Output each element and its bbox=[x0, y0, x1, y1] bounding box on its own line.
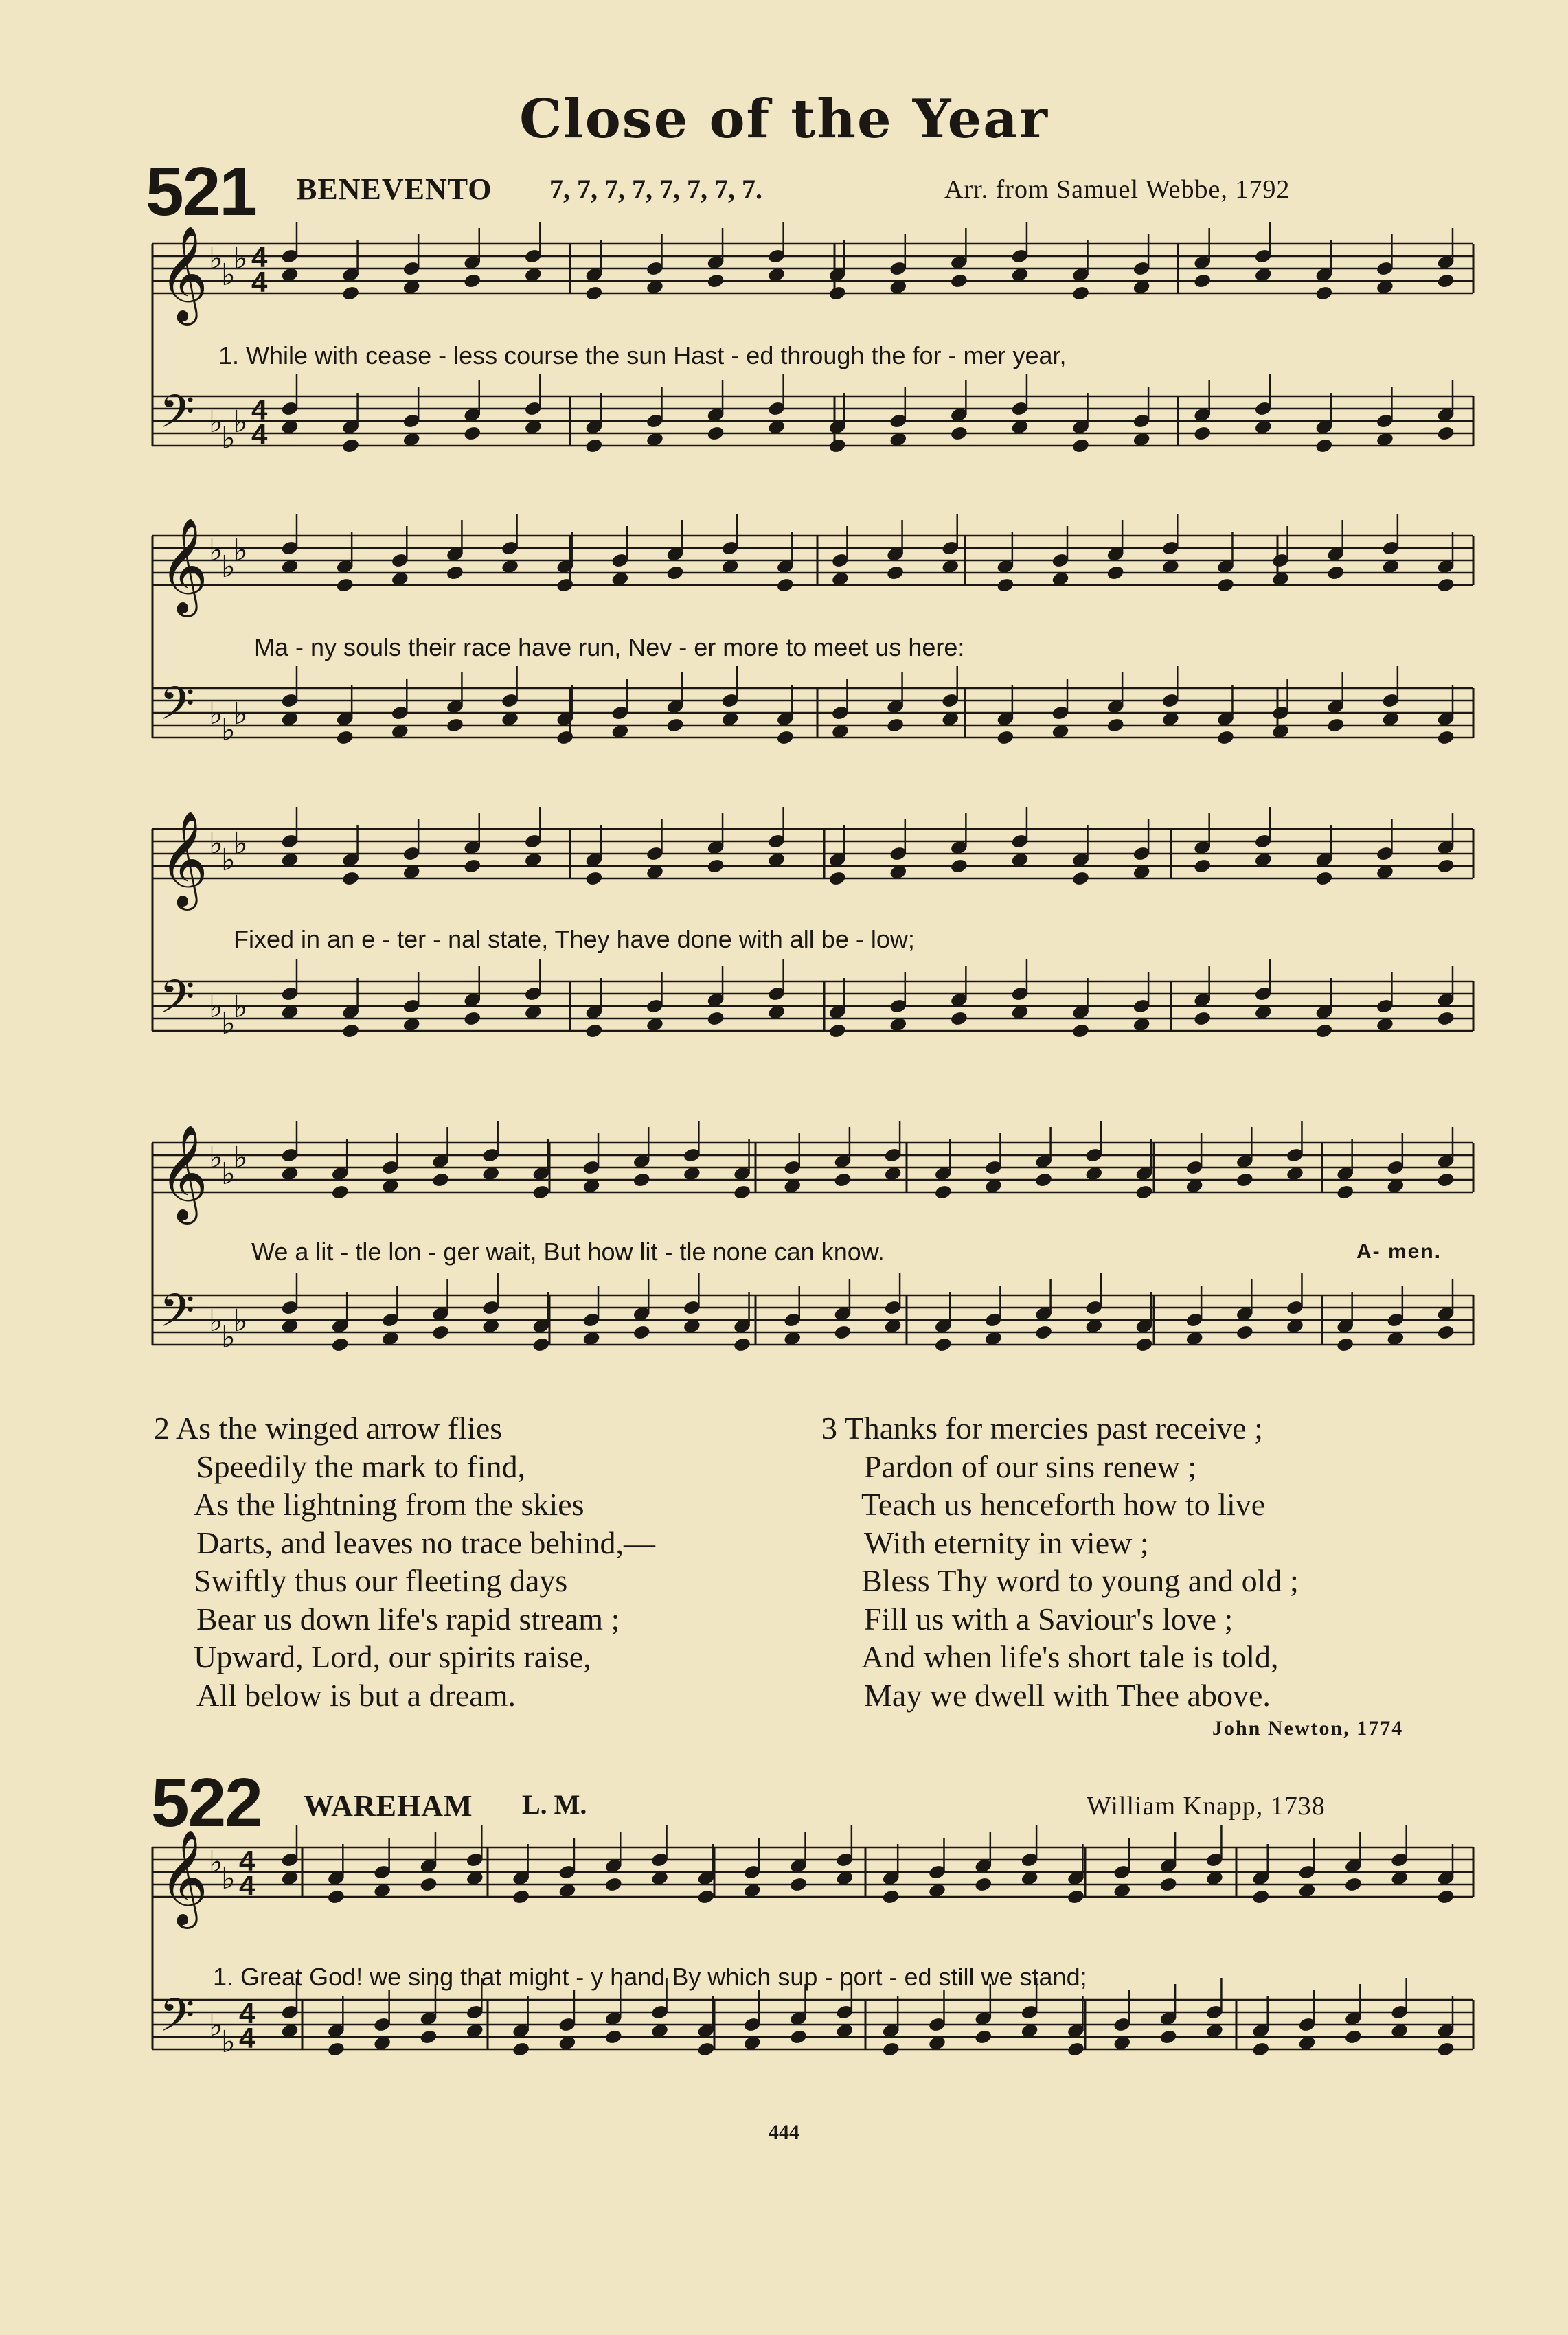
svg-text:𝄞: 𝄞 bbox=[159, 1830, 208, 1925]
svg-text:𝄞: 𝄞 bbox=[159, 811, 208, 907]
page-title: Close of the Year bbox=[519, 88, 1049, 150]
svg-text:♭: ♭ bbox=[221, 713, 236, 748]
svg-text:♭: ♭ bbox=[221, 2025, 236, 2060]
lyric-line-4: We a lit - tle lon - ger wait, But how lit - tle none can know. bbox=[251, 1238, 885, 1266]
svg-text:4: 4 bbox=[239, 1845, 255, 1877]
verse-line: Upward, Lord, our spirits raise, bbox=[194, 1639, 591, 1674]
lyric-line-1: 1. While with cease - less course the sun Hast - ed through the for - mer year, bbox=[218, 341, 1067, 369]
verse-line: Fill us with a Saviour's love ; bbox=[864, 1601, 1234, 1637]
svg-text:4: 4 bbox=[239, 1869, 255, 1902]
composer-credit: William Knapp, 1738 bbox=[1087, 1792, 1326, 1821]
verse-line: As the lightning from the skies bbox=[194, 1487, 584, 1522]
verse-line: And when life's short tale is told, bbox=[861, 1639, 1279, 1674]
svg-text:𝄢: 𝄢 bbox=[159, 1284, 195, 1348]
svg-text:𝄞: 𝄞 bbox=[159, 518, 208, 613]
verse-line: All below is but a dream. bbox=[196, 1677, 516, 1713]
svg-text:♭: ♭ bbox=[221, 258, 236, 293]
meter: 7, 7, 7, 7, 7, 7, 7, 7. bbox=[549, 174, 762, 205]
svg-text:♭: ♭ bbox=[221, 549, 236, 584]
amen-label: A- men. bbox=[1356, 1240, 1442, 1263]
verse-line: Bless Thy word to young and old ; bbox=[861, 1563, 1299, 1598]
svg-text:♭: ♭ bbox=[221, 421, 236, 456]
verse-line: Bear us down life's rapid stream ; bbox=[196, 1601, 620, 1637]
svg-text:𝄢: 𝄢 bbox=[159, 1989, 195, 2053]
verse-line: With eternity in view ; bbox=[864, 1525, 1149, 1560]
page-number: 444 bbox=[769, 2121, 799, 2143]
verse-line: Teach us henceforth how to live bbox=[861, 1487, 1266, 1522]
svg-text:♭: ♭ bbox=[234, 1303, 248, 1339]
svg-text:4: 4 bbox=[251, 394, 268, 426]
svg-text:♭: ♭ bbox=[234, 990, 248, 1025]
verse-line: May we dwell with Thee above. bbox=[864, 1677, 1271, 1713]
tune-name: BENEVENTO bbox=[297, 172, 492, 206]
svg-text:𝄞: 𝄞 bbox=[159, 1125, 208, 1220]
svg-text:♭: ♭ bbox=[209, 241, 223, 276]
svg-text:♭: ♭ bbox=[209, 405, 223, 440]
svg-text:♭: ♭ bbox=[221, 1320, 236, 1355]
tune-name: WAREHAM bbox=[304, 1789, 473, 1823]
verse-line: Speedily the mark to find, bbox=[196, 1448, 526, 1484]
composer-credit: Arr. from Samuel Webbe, 1792 bbox=[944, 175, 1291, 204]
svg-text:♭: ♭ bbox=[221, 1861, 236, 1896]
hymn-number: 521 bbox=[146, 153, 256, 230]
svg-text:4: 4 bbox=[251, 266, 268, 298]
svg-text:𝄞: 𝄞 bbox=[159, 226, 208, 321]
svg-text:𝄢: 𝄢 bbox=[159, 677, 195, 741]
verse-line: Pardon of our sins renew ; bbox=[864, 1448, 1197, 1484]
svg-text:♭: ♭ bbox=[209, 990, 223, 1025]
svg-text:♭: ♭ bbox=[209, 696, 223, 731]
meter: L. M. bbox=[522, 1789, 587, 1820]
svg-text:♭: ♭ bbox=[234, 696, 248, 731]
verse-line: 3 Thanks for mercies past receive ; bbox=[821, 1411, 1263, 1446]
svg-text:♭: ♭ bbox=[234, 405, 248, 440]
svg-text:♭: ♭ bbox=[209, 1140, 223, 1175]
lyric-line-5: 1. Great God! we sing that might - y hand By which sup - port - ed still we stand; bbox=[213, 1963, 1087, 1991]
svg-text:4: 4 bbox=[239, 2022, 255, 2054]
svg-text:♭: ♭ bbox=[234, 826, 248, 861]
music-system-5 bbox=[0, 1830, 1568, 2074]
svg-text:♭: ♭ bbox=[221, 843, 236, 878]
hymn-number: 522 bbox=[151, 1764, 262, 1841]
verse-line: 2 As the winged arrow flies bbox=[154, 1411, 503, 1446]
svg-text:♭: ♭ bbox=[209, 1845, 223, 1880]
svg-text:♭: ♭ bbox=[221, 1006, 236, 1041]
svg-text:4: 4 bbox=[251, 418, 268, 451]
svg-text:♭: ♭ bbox=[234, 533, 248, 568]
lyric-line-2: Ma - ny souls their race have run, Nev - er more to meet us here: bbox=[254, 633, 965, 661]
verse-line: Swiftly thus our fleeting days bbox=[194, 1563, 568, 1598]
svg-text:♭: ♭ bbox=[209, 533, 223, 568]
svg-text:♭: ♭ bbox=[209, 1303, 223, 1339]
svg-text:4: 4 bbox=[239, 1997, 255, 2029]
svg-text:♭: ♭ bbox=[221, 1157, 236, 1192]
verse-2 bbox=[154, 1409, 655, 1714]
svg-text:𝄢: 𝄢 bbox=[159, 385, 195, 449]
text-author: John Newton, 1774 bbox=[1212, 1717, 1404, 1740]
verse-line: Darts, and leaves no trace behind,— bbox=[196, 1525, 656, 1560]
svg-text:𝄢: 𝄢 bbox=[159, 970, 195, 1034]
svg-text:♭: ♭ bbox=[234, 241, 248, 276]
svg-text:4: 4 bbox=[251, 241, 268, 273]
verse-3 bbox=[821, 1409, 1299, 1714]
svg-text:♭: ♭ bbox=[209, 826, 223, 861]
lyric-line-3: Fixed in an e - ter - nal state, They have done with all be - low; bbox=[234, 925, 915, 953]
svg-text:♭: ♭ bbox=[234, 1140, 248, 1175]
svg-text:♭: ♭ bbox=[209, 2008, 223, 2043]
